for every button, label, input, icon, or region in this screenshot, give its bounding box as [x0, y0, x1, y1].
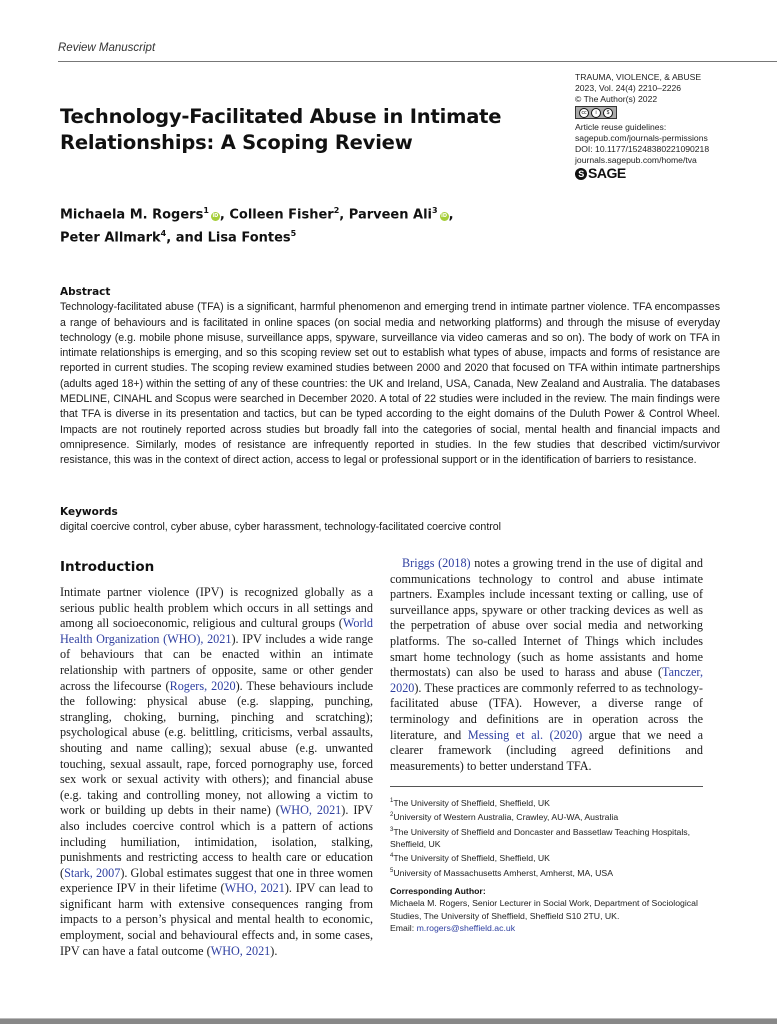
citation-link[interactable]: WHO, 2021 [279, 803, 342, 818]
body-text: notes a growing trend in the use of digital and communications technology to control and abuse intimate partners. Examples include incessant texting or calling, use of surveillance apps, spyware or other tracking devices as well as the perpetration of abuse over social media and networking platforms. The so-called Internet of Things which includes smart home technology (such as home assistants and home thermostats) can also be used to harass and abuse ( [390, 556, 703, 680]
body-text: ). IPV includes a wide range of behaviours that can be enacted within an intimate relationship with partners of opposite, same or other gender across the lifecourse ( [60, 631, 373, 693]
affiliation-marker: 3 [390, 826, 394, 833]
corresponding-label: Corresponding Author: [390, 886, 486, 896]
body-text: ). These practices are commonly referred to as technology-facilitated abuse (TFA). However, a diverse range of terminology and definitions are in operation across the literature, and [390, 680, 703, 742]
author-name: Lisa Fontes [207, 230, 291, 246]
header-rule [58, 61, 777, 62]
affiliation-item [390, 824, 720, 851]
copyright: © The Author(s) 2022 [575, 93, 658, 104]
affiliation-marker: 4 [390, 853, 394, 860]
reuse-label: Article reuse guidelines: [575, 122, 667, 133]
intro-paragraph-2 [390, 556, 703, 774]
article-title: Technology-Facilitated Abuse in Intimate Relationships: A Scoping Review [60, 105, 502, 154]
body-text: ). Global estimates suggest that one in three women experience IPV in their lifetime ( [60, 865, 373, 896]
body-text: argue that we need a clearer framework (including agreed definitions and measurements) to better understand TFA. [390, 727, 704, 773]
author-separator: , [339, 207, 349, 223]
affiliation-item [390, 850, 720, 864]
journal-volume: 2023, Vol. 24(4) 2210–2226 [575, 82, 682, 93]
affiliation-text: University of Massachusetts Amherst, Amherst, MA, USA [393, 867, 614, 878]
body-column-left [60, 585, 373, 959]
email-link[interactable]: m.rogers@sheffield.ac.uk [416, 923, 516, 934]
keywords-section [60, 505, 720, 536]
author-name: Michaela M. Rogers [60, 207, 204, 223]
affiliations-list [390, 795, 720, 879]
viewer-bottom-bar [0, 1018, 777, 1024]
abstract-text: Technology-facilitated abuse (TFA) is a significant, harmful phenomenon and emerging trend in intimate partner violence. TFA encompasses a range of behaviours and is facilitated in online spaces (on social media and networking platforms) and through the misuse of everyday technology (e.g. mobile phone misuse, surveillance apps, spyware, surveillance via video cameras and so on). The body of work on TFA in intimate relationships is emerging, and so this scoping review set out to establish what types of abuse, impacts and forms of resistance are reported in current studies. The scoping review examined studies between 2000 and 2020 that focused on TFA within intimate partnerships (adults aged 18+) within the setting of any of these countries: the UK and Ireland, USA, Canada, New Zealand and Australia. The databases MEDLINE, CINAHL and Scopus were searched in December 2020. A total of 22 studies were included in the review. The main findings were that TFA is diverse in its presentation and tactics, but can be typed according to the eight domains of the Duluth Power & Control Wheel. Impacts are not routinely reported across studies but broadly fall into the categories of social, mental health and financial impacts and omnipresence. Similarly, modes of resistance are infrequently reported in studies. In the few studies that described victim/survivor resistance, this was in the context of direct action, access to legal or professional support or in the identification of barriers to resistance. [60, 301, 720, 467]
author-affiliation-marker: 2 [333, 206, 340, 215]
orcid-icon[interactable]: iD [212, 213, 219, 220]
journal-name: TRAUMA, VIOLENCE, & ABUSE [575, 72, 702, 82]
keywords-label: Keywords [60, 506, 118, 518]
introduction-heading: Introduction [60, 559, 155, 575]
reuse-link[interactable]: sagepub.com/journals-permissions [575, 133, 708, 144]
affiliation-item [390, 795, 720, 809]
running-head: Review Manuscript [58, 42, 156, 54]
citation-link[interactable]: WHO, 2021 [210, 943, 271, 958]
orcid-icon[interactable]: iD [441, 213, 448, 220]
keywords-text: digital coercive control, cyber abuse, cyber harassment, technology-facilitated coercive control [60, 521, 502, 534]
citation-link[interactable]: Messing et al. (2020) [467, 727, 583, 742]
corresponding-author [390, 885, 720, 935]
footnote-rule [390, 786, 703, 787]
author-name: Peter Allmark [60, 230, 161, 246]
citation-link[interactable]: Rogers, 2020 [169, 678, 236, 693]
affiliation-text: University of Western Australia, Crawley, AU-WA, Australia [393, 812, 619, 823]
affiliation-marker: 2 [390, 812, 394, 819]
intro-paragraph-1 [60, 585, 373, 959]
affiliation-item [390, 809, 720, 823]
cc-by-nc-icon[interactable]: cc i $ [575, 106, 617, 119]
affiliation-marker: 5 [390, 867, 394, 874]
body-text: ). These behaviours include the following: physical abuse (e.g. slapping, punching, strangling, choking, burning, pinching and scratching); psychological abuse (e.g. belittling, criticisms, verbal assaults, shouting and name calling); sexual abuse (e.g. unwanted touching, sexual assault, rape, forced pornography use, forced sex work or sexual activity with others); and financial abuse (e.g. taking and controlling money, not allowing a victim to work or building up debts in their name) ( [60, 678, 374, 818]
affiliation-marker: 1 [390, 798, 394, 804]
author-name: Parveen Ali [348, 207, 432, 223]
citation-link[interactable]: Stark, 2007 [64, 865, 121, 880]
corresponding-email-line: Email: m.rogers@sheffield.ac.uk [390, 923, 516, 934]
doi[interactable]: DOI: 10.1177/15248380221090218 [575, 143, 710, 154]
sage-logo-icon: S [575, 168, 587, 180]
citation-link[interactable]: World Health Organization (WHO), 2021 [60, 616, 373, 646]
affiliation-text: The University of Sheffield, Sheffield, UK [393, 797, 550, 808]
author-separator: , and [166, 230, 208, 246]
journal-info-block [575, 72, 709, 180]
author-separator: , [448, 207, 454, 223]
body-column-right [390, 556, 703, 774]
body-text: Intimate partner violence (IPV) is recognized globally as a serious public health problem which occurs in all settings and among all socioeconomic, religious and cultural groups ( [60, 585, 373, 631]
corresponding-text: Michaela M. Rogers, Senior Lecturer in Social Work, Department of Sociological Studies, The University of Sheffield, Sheffield S10 2TU, UK. [390, 898, 698, 921]
abstract-label: Abstract [60, 286, 111, 298]
body-text: ). IPV can lead to significant harm with extensive consequences ranging from impacts to a person’s physical and mental health to economic, employment, social and behavioural effects and, in some cases, IPV can have a fatal outcome ( [60, 881, 374, 958]
author-separator: , [219, 207, 230, 223]
citation-link[interactable]: WHO, 2021 [224, 881, 285, 896]
author-affiliation-marker: 4 [160, 229, 167, 239]
sage-logo: S SAGE [575, 168, 709, 180]
citation-link[interactable]: Briggs (2018) [402, 556, 471, 570]
citation-link[interactable]: Tanczer, 2020 [390, 665, 703, 695]
affiliation-text: The University of Sheffield and Doncaster and Bassetlaw Teaching Hospitals, Sheffield, UK [390, 826, 691, 849]
author-affiliation-marker: 1 [203, 206, 209, 215]
body-text: ). [270, 943, 278, 958]
body-text: ). IPV also includes coercive control which is a pattern of actions including humiliation, intimidation, isolation, stalking, punishments and restricting access to health care or education ( [60, 803, 373, 880]
journal-link[interactable]: journals.sagepub.com/home/tva [575, 154, 697, 165]
affiliation-text: The University of Sheffield, Sheffield, UK [393, 853, 550, 864]
author-affiliation-marker: 3 [432, 206, 438, 215]
affiliation-item [390, 865, 720, 879]
author-affiliation-marker: 5 [290, 229, 297, 239]
author-name: Colleen Fisher [229, 207, 334, 223]
abstract-section [60, 285, 720, 469]
author-list [60, 201, 500, 248]
